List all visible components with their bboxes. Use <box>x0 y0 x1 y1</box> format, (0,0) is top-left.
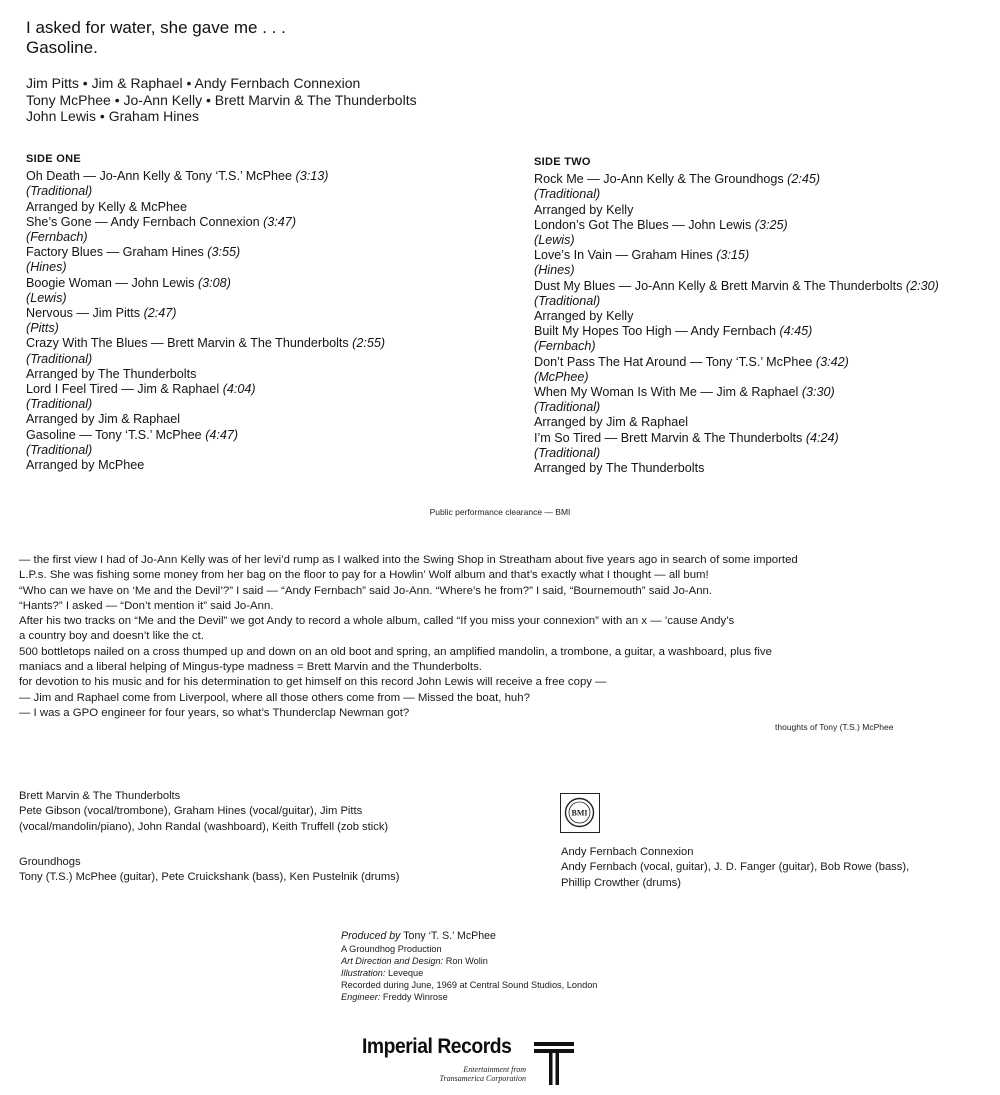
art-direction-value: Ron Wolin <box>445 956 488 966</box>
band-members-line: Phillip Crowther (drums) <box>561 876 681 889</box>
groundhog-production: A Groundhog Production <box>341 944 442 954</box>
track-title: Crazy With The Blues — Brett Marvin & The Thunderbolts <box>26 336 349 351</box>
illustration-line <box>341 967 597 979</box>
track-title-line <box>26 215 385 230</box>
artist-line: Jim Pitts • Jim & Raphael • Andy Fernbach Connexion <box>26 75 361 91</box>
album-title-line2: Gasoline. <box>26 38 98 57</box>
performance-clearance: Public performance clearance — BMI <box>429 507 571 517</box>
track-arranger: Arranged by The Thunderbolts <box>26 366 197 381</box>
track-title-line <box>534 279 939 294</box>
side-two-header: SIDE TWO <box>534 156 591 168</box>
track-duration: (3:08) <box>197 275 231 290</box>
track-composer: (Lewis) <box>534 233 575 248</box>
art-direction-label: Art Direction and Design: <box>341 956 444 966</box>
tagline-line: Transamerica Corporation <box>439 1074 526 1083</box>
track-item <box>534 431 939 477</box>
track-title: Oh Death — Jo-Ann Kelly & Tony ‘T.S.’ McPhee <box>26 169 292 184</box>
band-name: Brett Marvin & The Thunderbolts <box>19 790 181 802</box>
track-item <box>534 324 939 354</box>
track-duration: (4:47) <box>205 427 239 442</box>
track-title-line <box>26 169 385 184</box>
track-arranger: Arranged by Kelly <box>534 202 634 217</box>
track-item <box>26 169 385 215</box>
track-duration: (4:24) <box>805 430 839 445</box>
track-arranger: Arranged by Kelly & McPhee <box>26 199 188 214</box>
notes-line: “Who can we have on ‘Me and the Devil’?” I said — “Andy Fernbach” said Jo-Ann. “Where’s he from?” I said, “Bournemouth” said Jo-Ann. <box>19 584 713 597</box>
track-title: Rock Me — Jo-Ann Kelly & The Groundhogs <box>534 172 784 187</box>
track-title: Don’t Pass The Hat Around — Tony ‘T.S.’ McPhee <box>534 354 813 369</box>
track-title: I’m So Tired — Brett Marvin & The Thunderbolts <box>534 430 803 445</box>
track-composer: (McPhee) <box>534 369 589 384</box>
liner-notes <box>19 553 939 721</box>
track-item <box>26 276 385 306</box>
track-title: Factory Blues — Graham Hines <box>26 245 204 260</box>
band-credits-andy-fernbach <box>561 845 909 891</box>
track-title-line <box>534 385 939 400</box>
artist-line: John Lewis • Graham Hines <box>26 108 199 124</box>
track-title-line <box>26 306 385 321</box>
track-title-line <box>26 245 385 260</box>
notes-line: — I was a GPO engineer for four years, so what’s Thunderclap Newman got? <box>19 706 410 719</box>
notes-line: for devotion to his music and for his determination to get himself on this record John Lewis will receive a free copy — <box>19 676 607 689</box>
track-composer: (Hines) <box>26 260 67 275</box>
track-composer: (Traditional) <box>534 400 601 415</box>
produced-by-value: Tony ‘T. S.’ McPhee <box>403 930 496 942</box>
track-duration: (2:47) <box>143 306 177 321</box>
track-item <box>534 248 939 278</box>
track-item <box>26 245 385 275</box>
album-title <box>26 18 286 58</box>
track-duration: (3:47) <box>263 214 297 229</box>
album-title-line1: I asked for water, she gave me . . . <box>26 18 286 37</box>
band-members-line: (vocal/mandolin/piano), John Randal (washboard), Keith Truffell (zob stick) <box>19 820 389 833</box>
track-composer: (Traditional) <box>26 442 93 457</box>
track-duration: (3:30) <box>801 385 835 400</box>
track-item <box>534 218 939 248</box>
transamerica-t-logo-icon <box>532 1040 576 1086</box>
track-title: Dust My Blues — Jo-Ann Kelly & Brett Marvin & The Thunderbolts <box>534 278 903 293</box>
produced-by-label: Produced by <box>341 930 401 942</box>
track-item <box>534 385 939 431</box>
track-arranger: Arranged by Jim & Raphael <box>534 415 689 430</box>
side-one-tracklist <box>26 152 385 473</box>
artist-list <box>26 75 417 125</box>
tagline-line: Entertainment from <box>463 1065 526 1074</box>
track-arranger: Arranged by Jim & Raphael <box>26 412 181 427</box>
notes-line: 500 bottletops nailed on a cross thumped up and down on an old boot and spring, an amplified mandolin, a trombone, a guitar, a washboard, plus five <box>19 645 772 658</box>
track-arranger: Arranged by The Thunderbolts <box>534 461 705 476</box>
track-item <box>26 215 385 245</box>
track-composer: (Hines) <box>534 263 575 278</box>
track-title-line <box>26 382 385 397</box>
track-item <box>534 355 939 385</box>
track-title-line <box>534 248 939 263</box>
produced-by-line <box>341 930 597 943</box>
track-composer: (Traditional) <box>26 397 93 412</box>
track-duration: (2:45) <box>787 172 821 187</box>
track-title: Gasoline — Tony ‘T.S.’ McPhee <box>26 427 202 442</box>
track-duration: (4:45) <box>779 324 813 339</box>
track-item <box>534 172 939 218</box>
track-composer: (Traditional) <box>534 187 601 202</box>
notes-line: L.P.s. She was fishing some money from her bag on the floor to pay for a Howlin’ Wolf album and that’s exactly what I thought — all bum! <box>19 569 709 582</box>
track-title: London’s Got The Blues — John Lewis <box>534 217 752 232</box>
engineer-value: Freddy Winrose <box>382 992 448 1002</box>
track-title-line <box>534 172 939 187</box>
track-title: Boogie Woman — John Lewis <box>26 275 195 290</box>
track-item <box>26 428 385 474</box>
track-composer: (Traditional) <box>534 445 601 460</box>
notes-line: — Jim and Raphael come from Liverpool, where all those others come from — Missed the boat, huh? <box>19 691 530 704</box>
track-item <box>26 336 385 382</box>
notes-line: maniacs and a liberal helping of Mingus-type madness = Brett Marvin and the Thunderbolts. <box>19 661 482 674</box>
band-name: Andy Fernbach Connexion <box>561 846 694 858</box>
band-members-line: Andy Fernbach (vocal, guitar), J. D. Fanger (guitar), Bob Rowe (bass), <box>561 861 910 874</box>
track-title: Built My Hopes Too High — Andy Fernbach <box>534 324 776 339</box>
track-duration: (4:04) <box>222 382 256 397</box>
track-duration: (3:13) <box>295 169 329 184</box>
track-title-line <box>26 276 385 291</box>
band-credits-brett-marvin <box>19 789 388 835</box>
artist-line: Tony McPhee • Jo-Ann Kelly • Brett Marvin & The Thunderbolts <box>26 91 417 108</box>
side-two-tracklist <box>534 155 939 476</box>
track-composer: (Traditional) <box>26 184 93 199</box>
track-title-line <box>26 428 385 443</box>
band-members-line: Pete Gibson (vocal/trombone), Graham Hines (vocal/guitar), Jim Pitts <box>19 805 363 818</box>
engineer-line <box>341 991 597 1003</box>
track-composer: (Fernbach) <box>534 339 596 354</box>
track-title-line <box>534 355 939 370</box>
track-duration: (3:15) <box>716 248 750 263</box>
track-title: She’s Gone — Andy Fernbach Connexion <box>26 214 260 229</box>
notes-line: After his two tracks on “Me and the Devil” we got Andy to record a whole album, called “If you miss your connexion” with an x — ’cause Andy’s <box>19 615 735 628</box>
track-title: Love’s In Vain — Graham Hines <box>534 248 713 263</box>
imperial-records-logo: Imperial Records <box>362 1035 512 1058</box>
track-arranger: Arranged by McPhee <box>26 458 145 473</box>
art-direction-line <box>341 955 597 967</box>
track-duration: (3:55) <box>207 245 241 260</box>
track-title-line <box>534 431 939 446</box>
track-title-line <box>534 218 939 233</box>
notes-line: a country boy and doesn’t like the ct. <box>19 630 204 643</box>
track-duration: (3:25) <box>754 217 788 232</box>
track-duration: (2:55) <box>352 336 386 351</box>
band-credits-groundhogs <box>19 855 400 886</box>
track-composer: (Fernbach) <box>26 230 88 245</box>
illustration-value: Leveque <box>388 968 424 978</box>
track-item <box>26 382 385 428</box>
label-tagline <box>418 1065 526 1083</box>
track-title: When My Woman Is With Me — Jim & Raphael <box>534 385 799 400</box>
track-duration: (2:30) <box>905 278 939 293</box>
band-members-line: Tony (T.S.) McPhee (guitar), Pete Cruickshank (bass), Ken Pustelnik (drums) <box>19 871 400 884</box>
illustration-label: Illustration: <box>341 968 386 978</box>
track-item <box>26 306 385 336</box>
track-composer: (Lewis) <box>26 290 67 305</box>
track-duration: (3:42) <box>815 354 849 369</box>
track-title: Lord I Feel Tired — Jim & Raphael <box>26 382 220 397</box>
notes-line: — the first view I had of Jo-Ann Kelly was of her levi’d rump as I walked into the Swing Shop in Streatham about five years ago in search of some imported <box>19 554 798 566</box>
track-arranger: Arranged by Kelly <box>534 309 634 324</box>
production-credits <box>341 930 597 1003</box>
notes-signature: thoughts of Tony (T.S.) McPhee <box>775 722 894 732</box>
side-one-header: SIDE ONE <box>26 153 81 165</box>
track-title-line <box>26 336 385 351</box>
engineer-label: Engineer: <box>341 992 381 1002</box>
band-name: Groundhogs <box>19 856 81 868</box>
recorded-line: Recorded during June, 1969 at Central Sound Studios, London <box>341 980 598 990</box>
track-title-line <box>534 324 939 339</box>
track-composer: (Traditional) <box>26 351 93 366</box>
track-composer: (Traditional) <box>534 293 601 308</box>
notes-line: “Hants?” I asked — “Don’t mention it” said Jo-Ann. <box>19 599 274 612</box>
track-item <box>534 279 939 325</box>
track-composer: (Pitts) <box>26 321 59 336</box>
bmi-logo-text: BMI <box>571 808 588 818</box>
track-title: Nervous — Jim Pitts <box>26 306 141 321</box>
bmi-logo-icon <box>560 793 600 833</box>
